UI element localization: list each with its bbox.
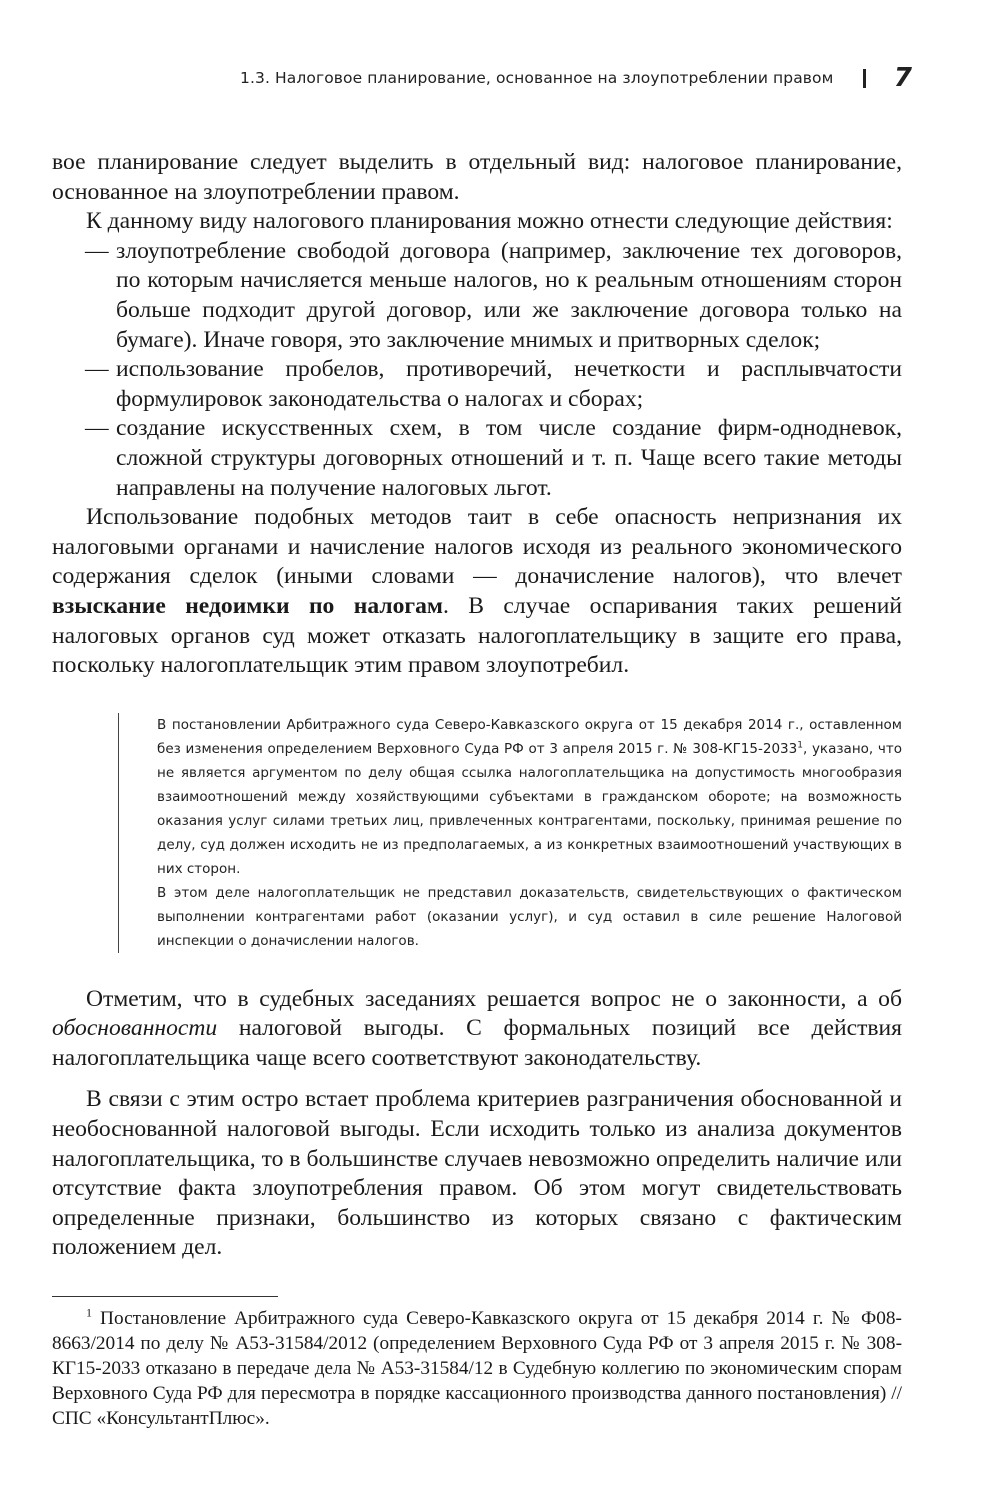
list-item-text: создание искусственных схем, в том числе создание фирм-однодневок, сложной структуры договорных отношений и т. п. Чаще всего такие методы направлены на получение налоговых льгот. <box>116 415 902 501</box>
callout-paragraph: В этом деле налогоплательщик не представил доказательств, свидетельствующих о фактическом выполнении контрагентами работ (оказании услуг), и суд оставил в силе решение Налоговой инспекции о доначислении налогов. <box>157 884 902 949</box>
list-item <box>52 414 902 503</box>
list-dash: — <box>85 237 109 264</box>
list-dash: — <box>85 415 109 442</box>
callout-text-1: В постановлении Арбитражного суда Северо-Кавказского округа от 15 декабря 2014 г., оставленном без изменения определением Верховного Суда РФ от 3 апреля 2015 г. № 308-КГ15-2033 <box>157 716 902 757</box>
paragraph-risks-text-2: . В случае оспаривания таких решений налоговых органов суд может отказать налогоплательщику в защите его права, поскольку налогоплательщик этим правом злоупотребил. <box>52 592 902 679</box>
footnote <box>52 1306 902 1431</box>
running-head-divider <box>863 69 866 88</box>
bold-term: взыскание недоимки по налогам <box>52 592 443 619</box>
paragraph-continuation: вое планирование следует выделить в отдельный вид: налоговое планирование, основанное на злоупотреблении правом. <box>52 149 902 205</box>
paragraph-risks <box>52 503 902 681</box>
running-title: 1.3. Налоговое планирование, основанное на злоупотреблении правом <box>240 69 834 87</box>
paragraph-reasonableness-text-2: налоговой выгоды. С формальных позиций все действия налогоплательщика чаще всего соответствуют законодательству. <box>52 1015 903 1071</box>
paragraph-risks-text-1: Использование подобных методов таит в себе опасность непризнания их налоговыми органами и начисление налогов исходя из реального экономического содержания сделок (иными словами — доначисление налогов), что влечет <box>52 504 902 590</box>
page-number: 7 <box>893 63 912 93</box>
footnote-divider <box>52 1296 278 1297</box>
footnote-text: Постановление Арбитражного суда Северо-Кавказского округа от 15 декабря 2014 г. № Ф08-8663/2014 по делу № А53-31584/2012 (определением Верховного Суда РФ от 3 апреля 2015 г. № 308-КГ15-2033 отказано в передаче дела № А53-31584/12 в Судебную коллегию по экономическим спорам Верховного Суда РФ для пересмотра в порядке кассационного производства данного постановления) // СПС «КонсультантПлюс». <box>52 1308 902 1429</box>
paragraph-reasonableness <box>52 985 902 1074</box>
main-text <box>52 148 902 1263</box>
list-item <box>52 237 902 355</box>
footnote-reference: 1 <box>797 740 803 751</box>
paragraph-criteria: В связи с этим остро встает проблема критериев разграничения обоснованной и необоснованной налоговой выгоды. Если исходить только из анализа документов налогоплательщика, то в большинстве случаев невозможно определить наличие или отсутствие факта злоупотребления правом. Об этом могут свидетельствовать определенные признаки, большинство из которых связано с фактическим положением дел. <box>52 1086 902 1261</box>
list-item-text: использование пробелов, противоречий, нечеткости и расплывчатости формулировок законодательства о налогах и сборах; <box>116 356 902 412</box>
case-example-callout <box>118 713 902 953</box>
footnote-marker: 1 <box>86 1305 92 1320</box>
paragraph-reasonableness-text-1: Отметим, что в судебных заседаниях решается вопрос не о законности, а об <box>86 985 902 1012</box>
paragraph-actions-intro: К данному виду налогового планирования можно отнести следующие действия: <box>86 208 893 235</box>
list-dash: — <box>85 356 109 383</box>
list-item-text: злоупотребление свободой договора (например, заключение тех договоров, по которым начисляется меньше налогов, но к реальным отношениям сторон больше подходит другой договор, или же заключение договора только на бумаге). Иначе говоря, это заключение мнимых и притворных сделок; <box>116 237 902 353</box>
italic-term: обоснованности <box>52 1015 218 1042</box>
list-item <box>52 355 902 414</box>
actions-list <box>52 237 902 503</box>
callout-text-2: , указано, что не является аргументом по делу общая ссылка налогоплательщика на допустимость многообразия взаимоотношений между хозяйствующими субъектами в гражданском обороте; на возможность оказания услуг силами третьих лиц, привлеченных контрагентами, поскольку, принимая решение по делу, суд должен исходить не из предполагаемых, а из конкретных взаимоотношений участвующих в них сторон. <box>157 740 902 877</box>
callout-paragraph <box>157 713 902 881</box>
running-head <box>0 58 912 98</box>
